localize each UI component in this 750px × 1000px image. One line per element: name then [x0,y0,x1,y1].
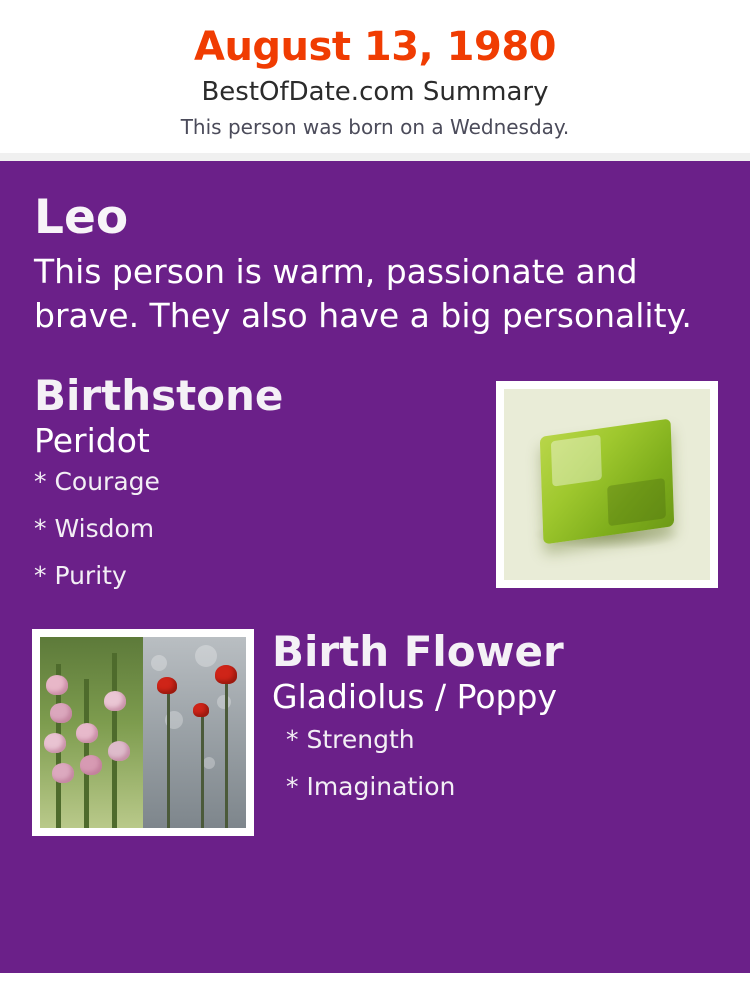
birthstone-name: Peridot [34,420,150,460]
page-title: August 13, 1980 [193,24,556,70]
birth-flower-image [32,629,254,836]
gladiolus-bloom-icon [52,763,74,783]
birth-flower-heading: Birth Flower [272,627,564,677]
birthstone-image-inner [504,389,710,580]
zodiac-sign-name: Leo [34,189,129,245]
birthstone-trait: * Wisdom [34,514,155,544]
gladiolus-bloom-icon [80,755,102,775]
zodiac-description: This person is warm, passionate and brave. They also have a big personality. [34,252,692,335]
bokeh-dot [203,757,215,769]
details-panel [0,161,750,973]
birth-flower-text [272,627,718,802]
gladiolus-photo-half [40,637,143,828]
stem-shape [201,714,204,829]
gladiolus-bloom-icon [50,703,72,723]
stem-shape [167,691,170,829]
stem-shape [225,676,228,829]
birthstone-heading: Birthstone [34,371,284,421]
bokeh-dot [195,645,217,667]
gladiolus-bloom-icon [104,691,126,711]
poppy-bloom-icon [215,665,237,684]
birthstone-trait: * Courage [34,467,160,497]
bokeh-dot [151,655,167,671]
card-header [0,0,750,153]
birth-flower-trait: * Imagination [286,772,456,802]
site-subtitle: BestOfDate.com Summary [201,77,549,107]
header-divider [0,153,750,161]
bokeh-dot [217,695,231,709]
birth-flower-trait: * Strength [286,725,415,755]
birth-flower-section [32,629,718,844]
poppy-photo-half [143,637,246,828]
birthstone-trait: * Purity [34,561,127,591]
poppy-bloom-icon [157,677,177,694]
gladiolus-bloom-icon [46,675,68,695]
gladiolus-bloom-icon [76,723,98,743]
birthstone-section [32,373,718,603]
birth-flower-name: Gladiolus / Poppy [272,676,557,716]
peridot-gem-icon [540,418,674,544]
birth-flower-image-inner [40,637,246,828]
birthstone-image [496,381,718,588]
gladiolus-bloom-icon [44,733,66,753]
birth-weekday-text: This person was born on a Wednesday. [180,114,570,139]
stem-shape [84,679,89,828]
poppy-bloom-icon [193,703,209,717]
gladiolus-bloom-icon [108,741,130,761]
